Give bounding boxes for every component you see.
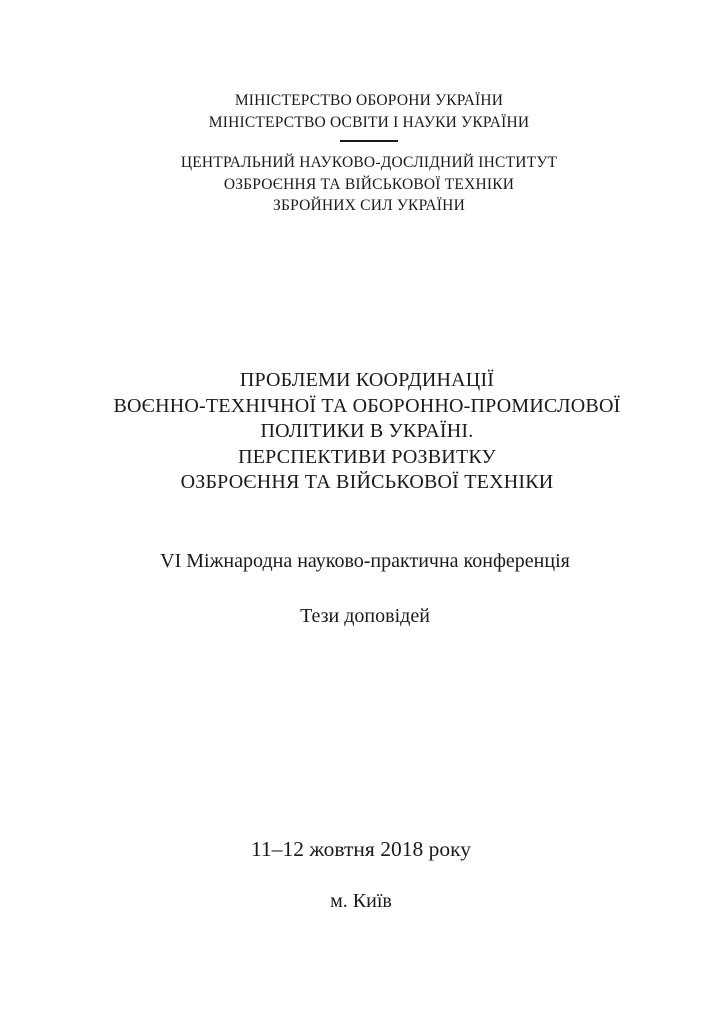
header-divider-rule [340,140,398,142]
conference-subtitle: VI Міжнародна науково-практична конференція [160,550,570,572]
page-header [14,90,724,217]
ministry-line-1: МІНІСТЕРСТВО ОБОРОНИ УКРАЇНИ [234,92,504,109]
publication-type: Тези доповідей [300,605,430,627]
ministry-line-2: МІНІСТЕРСТВО ОСВІТИ І НАУКИ УКРАЇНИ [208,113,530,131]
title-line-4: ПЕРСПЕКТИВИ РОЗВИТКУ [238,445,496,468]
event-date: 11–12 жовтня 2018 року [251,837,471,861]
event-city: м. Київ [330,890,392,912]
institute-line-2: ОЗБРОЄННЯ ТА ВІЙСЬКОВОЇ ТЕХНІКИ [223,175,515,193]
institute-line-3: ЗБРОЙНИХ СИЛ УКРАЇНИ [273,197,465,214]
institute-line-1: ЦЕНТРАЛЬНИЙ НАУКОВО-ДОСЛІДНИЙ ІНСТИТУТ [180,154,558,171]
document-title [10,368,724,496]
title-line-3: ПОЛІТИКИ В УКРАЇНІ. [260,420,474,442]
title-line-2: ВОЄННО-ТЕХНІЧНОЇ ТА ОБОРОННО-ПРОМИСЛОВОЇ [113,394,621,417]
title-line-1: ПРОБЛЕМИ КООРДИНАЦІЇ [239,369,495,391]
title-line-5: ОЗБРОЄННЯ ТА ВІЙСЬКОВОЇ ТЕХНІКИ [180,471,554,493]
